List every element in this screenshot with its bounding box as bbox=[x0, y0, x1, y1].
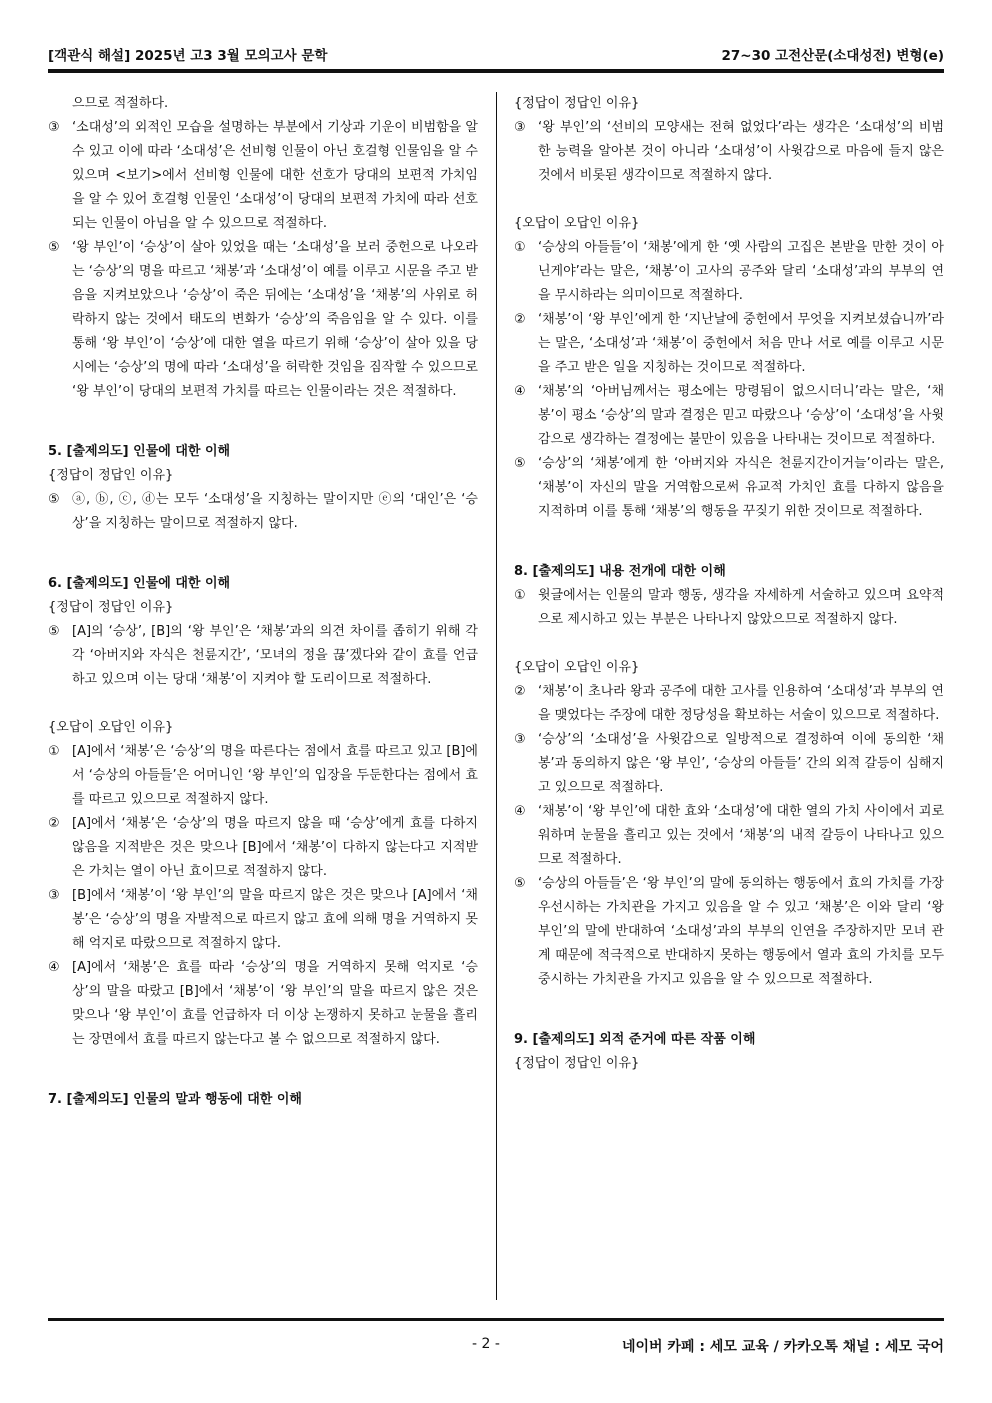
option-number: ⑤ bbox=[48, 624, 60, 639]
q4-option-5 bbox=[48, 236, 478, 404]
option-text: [A]에서 ‘채봉’은 효를 따라 ‘승상’의 명을 거역하지 못해 억지로 ‘승상’의 말을 따랐고 [B]에서 ‘채봉’이 ‘왕 부인’의 말을 따르지 않은 것은 맞으나 ‘왕 부인’이 효를 언급하자 더 이상 논쟁하지 못하고 눈물을 흘리는 장면에서 효를 따르지 않는다고 볼 수 없으므로 적절하지 않다. bbox=[72, 960, 478, 1047]
q7-option-5 bbox=[514, 452, 944, 524]
option-number: ④ bbox=[514, 384, 526, 399]
footer-credit: 네이버 카페 : 세모 교육 / 카카오톡 채널 : 세모 국어 bbox=[621, 1339, 944, 1355]
q6-heading: 6. [출제의도] 인물에 대한 이해 bbox=[48, 576, 231, 591]
page-number: - 2 - bbox=[472, 1336, 500, 1352]
option-text: [A]의 ‘승상’, [B]의 ‘왕 부인’은 ‘채봉’과의 의견 차이를 좁히기 위해 각각 ‘아버지와 자식은 천륜지간’, ‘모녀의 정을 끊’겠다와 같이 효를 언급하고 있으며 이는 당대 ‘채봉’이 지켜야 할 도리이므로 적절하다. bbox=[72, 624, 478, 687]
q7-heading: 7. [출제의도] 인물의 말과 행동에 대한 이해 bbox=[48, 1092, 302, 1107]
option-text: [A]에서 ‘채봉’은 ‘승상’의 명을 따른다는 점에서 효를 따르고 있고 [B]에서 ‘승상의 아들들’은 어머니인 ‘왕 부인’의 입장을 두둔한다는 점에서 효를 따르고 있으므로 적절하지 않다. bbox=[72, 744, 478, 807]
option-number: ② bbox=[514, 312, 526, 327]
q4-option-3 bbox=[48, 116, 478, 236]
q5-option-5 bbox=[48, 488, 478, 536]
q7-correct-label: {정답이 정답인 이유} bbox=[514, 96, 640, 111]
q5-correct-label: {정답이 정답인 이유} bbox=[48, 468, 174, 483]
option-number: ① bbox=[48, 744, 60, 759]
q7-option-3 bbox=[514, 116, 944, 188]
q5-heading: 5. [출제의도] 인물에 대한 이해 bbox=[48, 444, 231, 459]
q6-option-2 bbox=[48, 812, 478, 884]
left-column bbox=[48, 92, 478, 1112]
header-subtitle: 27~30 고전산문(소대성전) 변형(e) bbox=[721, 48, 944, 64]
option-text: ‘채봉’이 초나라 왕과 공주에 대한 고사를 인용하여 ‘소대성’과 부부의 연을 맺었다는 주장에 대한 정당성을 확보하는 서술이 있으므로 적절하다. bbox=[538, 684, 944, 723]
page-header bbox=[48, 44, 944, 64]
q9-correct-label: {정답이 정답인 이유} bbox=[514, 1056, 640, 1071]
option-number: ③ bbox=[48, 120, 60, 135]
q6-option-5 bbox=[48, 620, 478, 692]
q6-wrong-label: {오답이 오답인 이유} bbox=[48, 720, 174, 735]
option-number: ③ bbox=[514, 732, 526, 747]
continued-text: 으므로 적절하다. bbox=[72, 96, 169, 111]
column-divider bbox=[496, 92, 497, 1300]
option-number: ④ bbox=[48, 960, 60, 975]
q8-option-2 bbox=[514, 680, 944, 728]
option-number: ④ bbox=[514, 804, 526, 819]
option-text: ⓐ, ⓑ, ⓒ, ⓓ는 모두 ‘소대성’을 지칭하는 말이지만 ⓔ의 ‘대인’은 ‘승상’을 지칭하는 말이므로 적절하지 않다. bbox=[72, 492, 478, 531]
option-text: ‘왕 부인’이 ‘승상’이 살아 있었을 때는 ‘소대성’을 보러 중헌으로 나오라는 ‘승상’의 명을 따르고 ‘채봉’과 ‘소대성’이 예를 이루고 시문을 주고 받음을 지켜보았으나 ‘승상’이 죽은 뒤에는 ‘소대성’을 ‘채봉’의 사위로 허락하지 않는 것에서 태도의 변화가 ‘승상’의 죽음임을 알 수 있다. 이를 통해 ‘왕 부인’이 ‘승상’에 대한 열을 따르기 위해 ‘승상’이 살아 있을 당시에는 ‘승상’의 명에 따라 ‘소대성’을 허락한 것임을 짐작할 수 있으므로 ‘왕 부인’이 당대의 보편적 가치를 따르는 인물이라는 것은 적절하다. bbox=[72, 240, 478, 399]
option-number: ① bbox=[514, 588, 526, 603]
q8-heading: 8. [출제의도] 내용 전개에 대한 이해 bbox=[514, 564, 726, 579]
option-number: ⑤ bbox=[514, 876, 526, 891]
q7-wrong-label: {오답이 오답인 이유} bbox=[514, 216, 640, 231]
q6-option-4 bbox=[48, 956, 478, 1052]
option-text: ‘승상의 아들들’이 ‘채봉’에게 한 ‘옛 사람의 고집은 본받을 만한 것이 아닌게야’라는 말은, ‘채봉’이 고사의 공주와 달리 ‘소대성’과의 부부의 연을 무시하라는 의미이므로 적절하다. bbox=[538, 240, 944, 303]
option-text: ‘소대성’의 외적인 모습을 설명하는 부분에서 기상과 기운이 비범함을 알 수 있고 이에 따라 ‘소대성’은 선비형 인물이 아닌 호걸형 인물임을 알 수 있으며 <보기>에서 선비형 인물에 대한 선호가 당대의 보편적 가치임을 알 수 있어 호걸형 인물인 ‘소대성’이 당대의 보편적 가치에 따라 선호되는 인물이 아님을 알 수 있으므로 적절하다. bbox=[72, 120, 478, 231]
q8-wrong-label: {오답이 오답인 이유} bbox=[514, 660, 640, 675]
option-text: ‘채봉’이 ‘왕 부인’에 대한 효와 ‘소대성’에 대한 열의 가치 사이에서 괴로워하며 눈물을 흘리고 있는 것에서 ‘채봉’의 내적 갈등이 나타나고 있으므로 적절하다. bbox=[538, 804, 944, 867]
q6-correct-label: {정답이 정답인 이유} bbox=[48, 600, 174, 615]
option-number: ② bbox=[514, 684, 526, 699]
header-rule bbox=[48, 69, 944, 73]
q8-option-3 bbox=[514, 728, 944, 800]
q8-option-1 bbox=[514, 584, 944, 632]
q9-heading: 9. [출제의도] 외적 준거에 따른 작품 이해 bbox=[514, 1032, 756, 1047]
option-number: ③ bbox=[48, 888, 60, 903]
option-text: ‘채봉’의 ‘아버님께서는 평소에는 망령됨이 없으시더니’라는 말은, ‘채봉’이 평소 ‘승상’의 말과 결정은 믿고 따랐으나 ‘승상’이 ‘소대성’을 사윗감으로 생각하는 결정에는 불만이 있음을 나타내는 것이므로 적절하다. bbox=[538, 384, 944, 447]
q8-option-4 bbox=[514, 800, 944, 872]
q6-option-1 bbox=[48, 740, 478, 812]
q7-option-2 bbox=[514, 308, 944, 380]
header-title: [객관식 해설] 2025년 고3 3월 모의고사 문학 bbox=[48, 48, 328, 64]
option-number: ⑤ bbox=[48, 240, 60, 255]
option-text: ‘승상의 아들들’은 ‘왕 부인’의 말에 동의하는 행동에서 효의 가치를 가장 우선시하는 가치관을 가지고 있음을 알 수 있고 ‘채봉’은 이와 달리 ‘왕 부인’의 말에 반대하여 ‘소대성’과의 부부의 인연을 주장하지만 모녀 관계 때문에 적극적으로 반대하지 못하는 행동에서 열과 효의 가치를 모두 중시하는 가치관을 가지고 있음을 알 수 있으므로 적절하다. bbox=[538, 876, 944, 987]
option-number: ⑤ bbox=[514, 456, 526, 471]
right-column bbox=[514, 92, 944, 1076]
option-text: ‘승상’의 ‘채봉’에게 한 ‘아버지와 자식은 천륜지간이거늘’이라는 말은, ‘채봉’이 자신의 말을 거역함으로써 유교적 가치인 효를 다하지 않음을 지적하며 이를 통해 ‘채봉’의 행동을 꾸짖기 위한 것이므로 적절하다. bbox=[538, 456, 944, 519]
option-text: [A]에서 ‘채봉’은 ‘승상’의 명을 따르지 않을 때 ‘승상’에게 효를 다하지 않음을 지적받은 것은 맞으나 [B]에서 ‘채봉’이 다하지 않는다고 지적받은 가치는 열이 아닌 효이므로 적절하지 않다. bbox=[72, 816, 478, 879]
option-number: ① bbox=[514, 240, 526, 255]
option-number: ⑤ bbox=[48, 492, 60, 507]
q6-option-3 bbox=[48, 884, 478, 956]
q8-option-5 bbox=[514, 872, 944, 992]
option-text: ‘채봉’이 ‘왕 부인’에게 한 ‘지난날에 중헌에서 무엇을 지켜보셨습니까’라는 말은, ‘소대성’과 ‘채봉’이 중헌에서 처음 만나 서로 예를 이루고 시문을 주고 받은 일을 지칭하는 것이므로 적절하다. bbox=[538, 312, 944, 375]
q7-option-1 bbox=[514, 236, 944, 308]
option-text: [B]에서 ‘채봉’이 ‘왕 부인’의 말을 따르지 않은 것은 맞으나 [A]에서 ‘채봉’은 ‘승상’의 명을 자발적으로 따르지 않고 효에 의해 명을 거역하지 못해 억지로 따랐으므로 적절하지 않다. bbox=[72, 888, 478, 951]
option-text: ‘승상’의 ‘소대성’을 사윗감으로 일방적으로 결정하여 이에 동의한 ‘채봉’과 동의하지 않은 ‘왕 부인’, ‘승상의 아들들’ 간의 외적 갈등이 심해지고 있으므로 적절하다. bbox=[538, 732, 944, 795]
option-text: ‘왕 부인’의 ‘선비의 모양새는 전혀 없었다’라는 생각은 ‘소대성’의 비범한 능력을 알아본 것이 아니라 ‘소대성’이 사윗감으로 마음에 들지 않은 것에서 비롯된 생각이므로 적절하지 않다. bbox=[538, 120, 944, 183]
option-text: 윗글에서는 인물의 말과 행동, 생각을 자세하게 서술하고 있으며 요약적으로 제시하고 있는 부분은 나타나지 않았으므로 적절하지 않다. bbox=[538, 588, 944, 627]
option-number: ③ bbox=[514, 120, 526, 135]
q7-option-4 bbox=[514, 380, 944, 452]
footer-rule bbox=[48, 1318, 944, 1321]
option-number: ② bbox=[48, 816, 60, 831]
